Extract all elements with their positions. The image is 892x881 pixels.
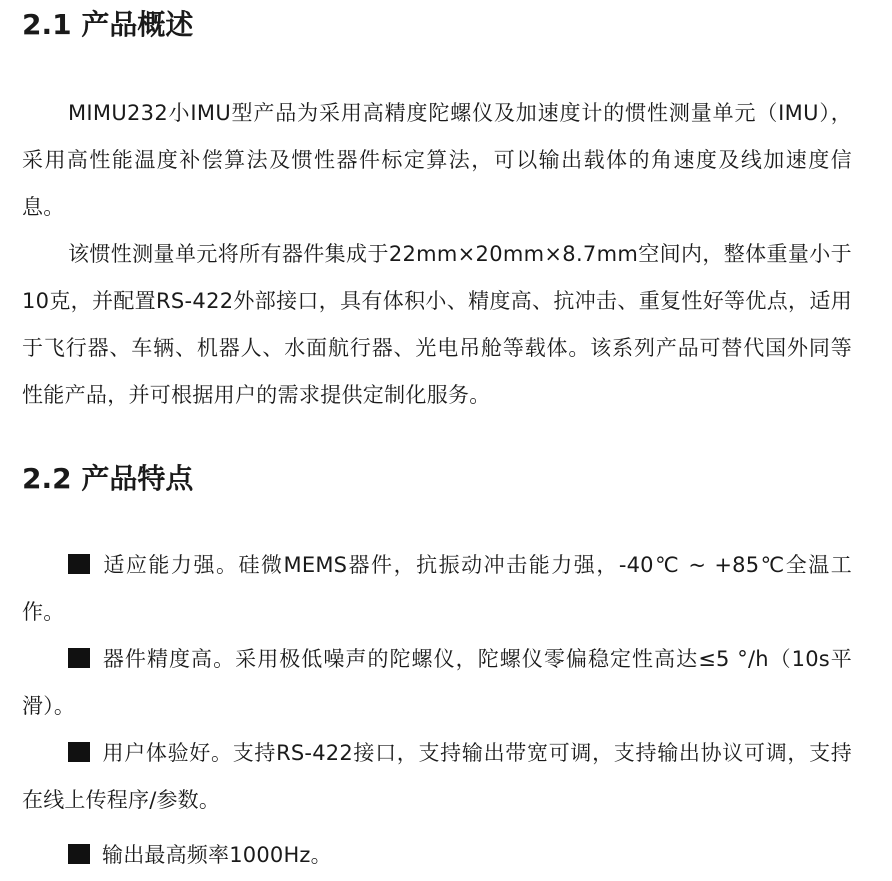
square-bullet-icon (68, 844, 90, 864)
section-title-features: 2.2 产品特点 (22, 462, 194, 495)
feature-item (22, 832, 852, 879)
feature-item (22, 636, 852, 730)
feature-text: 输出最高频率1000Hz。 (102, 843, 332, 867)
section-title-overview: 2.1 产品概述 (22, 8, 194, 41)
feature-text: 适应能力强。硅微MEMS器件，抗振动冲击能力强，-40℃ ~ +85℃全温工作。 (22, 553, 852, 624)
feature-text: 器件精度高。采用极低噪声的陀螺仪，陀螺仪零偏稳定性高达≤5 °/h（10s平滑）。 (22, 647, 852, 718)
square-bullet-icon (68, 742, 90, 762)
square-bullet-icon (68, 648, 90, 668)
overview-paragraph-2: 该惯性测量单元将所有器件集成于22mm×20mm×8.7mm空间内，整体重量小于10克，并配置RS-422外部接口，具有体积小、精度高、抗冲击、重复性好等优点，适用于飞行器、车辆、机器人、水面航行器、光电吊舱等载体。该系列产品可替代国外同等性能产品，并可根据用户的需求提供定制化服务。 (22, 242, 852, 407)
feature-item (22, 730, 852, 824)
feature-item (22, 542, 852, 636)
feature-text: 用户体验好。支持RS-422接口，支持输出带宽可调，支持输出协议可调，支持在线上传程序/参数。 (22, 741, 852, 812)
overview-paragraph-1: MIMU232小IMU型产品为采用高精度陀螺仪及加速度计的惯性测量单元（IMU），采用高性能温度补偿算法及惯性器件标定算法，可以输出载体的角速度及线加速度信息。 (22, 101, 852, 219)
square-bullet-icon (68, 554, 90, 574)
